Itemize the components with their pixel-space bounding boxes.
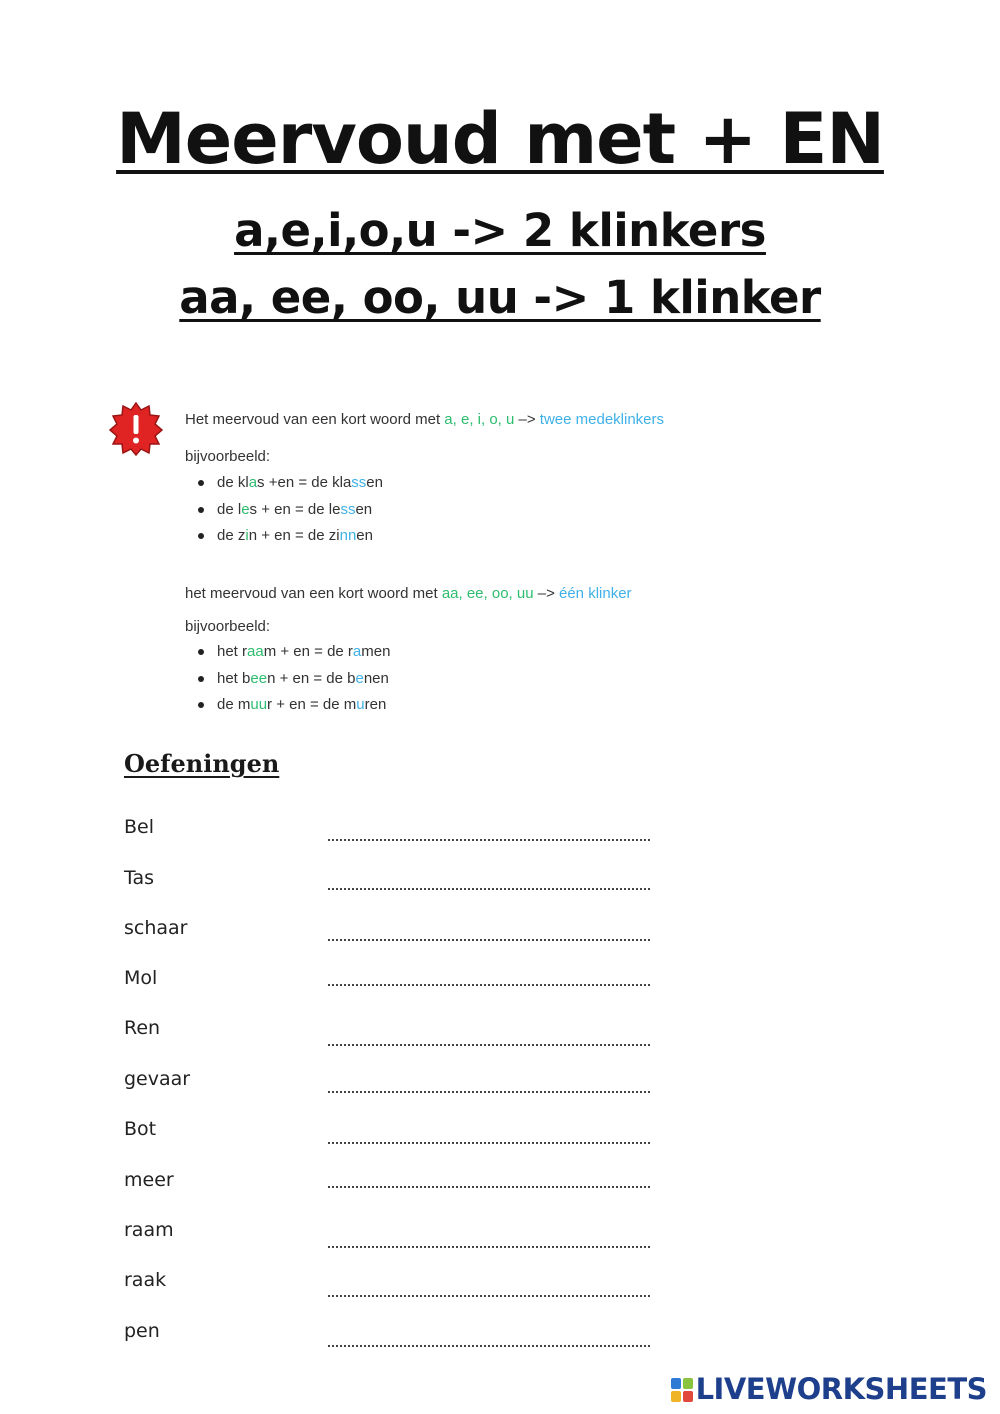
exercise-row xyxy=(0,869,1000,899)
answer-field[interactable] xyxy=(328,1293,650,1297)
example-text: s + en = de le xyxy=(249,500,341,518)
answer-field[interactable] xyxy=(328,1042,650,1046)
answer-field[interactable] xyxy=(328,1343,650,1347)
bullet-icon xyxy=(198,649,204,655)
exercise-word: pen xyxy=(124,1320,160,1342)
subtitle-long-vowels: aa, ee, oo, uu -> 1 klinker xyxy=(179,271,821,324)
rule-vowels: a, e, i, o, u xyxy=(444,411,515,428)
exercise-word: Bel xyxy=(124,816,155,838)
brand-name: LIVEWORKSHEETS xyxy=(695,1372,987,1406)
exercise-row xyxy=(0,1221,1000,1251)
example-text: l xyxy=(245,474,249,491)
highlighted-letters: a xyxy=(352,643,362,660)
example-text: de k xyxy=(217,474,246,491)
rule-result: twee medeklinkers xyxy=(539,411,664,428)
rule-text: Het meervoud van een kort woord met xyxy=(185,411,445,428)
answer-field[interactable] xyxy=(328,1140,650,1144)
exercise-word: Ren xyxy=(124,1017,161,1039)
exercise-word: raam xyxy=(124,1219,174,1241)
answer-field[interactable] xyxy=(328,1184,650,1188)
page-title: Meervoud met + EN xyxy=(116,98,884,180)
bullet-icon xyxy=(198,676,204,682)
bullet-icon xyxy=(198,480,204,486)
highlighted-letters: uu xyxy=(250,696,268,713)
exercise-row xyxy=(0,919,1000,949)
exercise-row xyxy=(0,1171,1000,1201)
exercise-word: Bot xyxy=(124,1118,157,1140)
brand-logo xyxy=(671,1372,987,1406)
example-text: men xyxy=(361,643,391,660)
exclamation-badge-icon xyxy=(109,402,163,456)
example-text: en xyxy=(356,527,373,544)
example-list-short xyxy=(185,473,383,553)
example-item xyxy=(185,526,383,553)
exercise-row xyxy=(0,969,1000,999)
highlighted-letters: e xyxy=(355,669,364,687)
rule-arrow: –> xyxy=(533,585,559,602)
example-text: het r xyxy=(217,643,248,660)
example-text: en xyxy=(355,500,373,518)
bullet-icon xyxy=(198,533,204,539)
highlighted-letters: ee xyxy=(250,669,268,687)
exercise-word: Tas xyxy=(124,867,155,889)
exercise-word: meer xyxy=(124,1169,174,1191)
highlighted-letters: aa xyxy=(247,643,264,660)
example-text: en xyxy=(366,474,383,491)
example-item xyxy=(185,500,383,527)
liveworksheets-logo-icon xyxy=(671,1378,693,1402)
exercise-row xyxy=(0,1322,1000,1352)
example-text: het b xyxy=(217,669,251,687)
highlighted-letters: u xyxy=(356,696,365,713)
example-text: de m xyxy=(217,696,251,713)
example-list-long xyxy=(185,642,390,722)
highlighted-letters: nn xyxy=(339,527,357,544)
exercise-word: gevaar xyxy=(124,1068,191,1090)
highlighted-letters: i xyxy=(245,527,249,544)
highlighted-letters: ss xyxy=(351,474,367,491)
exercise-word: schaar xyxy=(124,917,188,939)
exercises-heading: Oefeningen xyxy=(124,749,280,778)
bullet-icon xyxy=(198,507,204,513)
example-item xyxy=(185,695,390,722)
bullet-icon xyxy=(198,702,204,708)
example-item xyxy=(185,642,390,669)
exercise-row xyxy=(0,1120,1000,1150)
example-text: m + en = de r xyxy=(263,643,353,660)
exercise-row xyxy=(0,1271,1000,1301)
highlighted-letters: ss xyxy=(340,500,356,518)
rule-result: één klinker xyxy=(559,585,632,602)
example-text: ren xyxy=(364,696,387,713)
exercise-word: raak xyxy=(124,1269,167,1291)
rule-long-vowels xyxy=(185,586,632,601)
highlighted-letters: a xyxy=(248,474,258,491)
rule-text: het meervoud van een kort woord met xyxy=(185,585,442,602)
rule-short-vowels xyxy=(185,412,664,427)
example-item xyxy=(185,669,390,696)
answer-field[interactable] xyxy=(328,886,650,890)
exercise-row xyxy=(0,818,1000,848)
answer-field[interactable] xyxy=(328,937,650,941)
answer-field[interactable] xyxy=(328,982,650,986)
example-text: n + en = de zi xyxy=(248,527,340,544)
rule-vowels: aa, ee, oo, uu xyxy=(441,585,534,602)
rule-arrow: –> xyxy=(514,411,540,428)
answer-field[interactable] xyxy=(328,837,650,841)
exercise-row xyxy=(0,1019,1000,1049)
exercise-row xyxy=(0,1070,1000,1100)
example-text: de l xyxy=(217,500,242,518)
subtitle-short-vowels: a,e,i,o,u -> 2 klinkers xyxy=(234,204,766,257)
exercise-word: Mol xyxy=(124,967,158,989)
example-text: n + en = de b xyxy=(267,669,356,687)
example-item xyxy=(185,473,383,500)
example-text: nen xyxy=(363,669,389,687)
answer-field[interactable] xyxy=(328,1089,650,1093)
example-text: r + en = de m xyxy=(267,696,357,713)
example-label: bijvoorbeeld: xyxy=(185,618,271,635)
answer-field[interactable] xyxy=(328,1244,650,1248)
example-text: s +en = de kla xyxy=(257,474,352,491)
highlighted-letters: e xyxy=(241,500,250,518)
example-label: bijvoorbeeld: xyxy=(185,448,271,465)
example-text: de z xyxy=(217,527,246,544)
